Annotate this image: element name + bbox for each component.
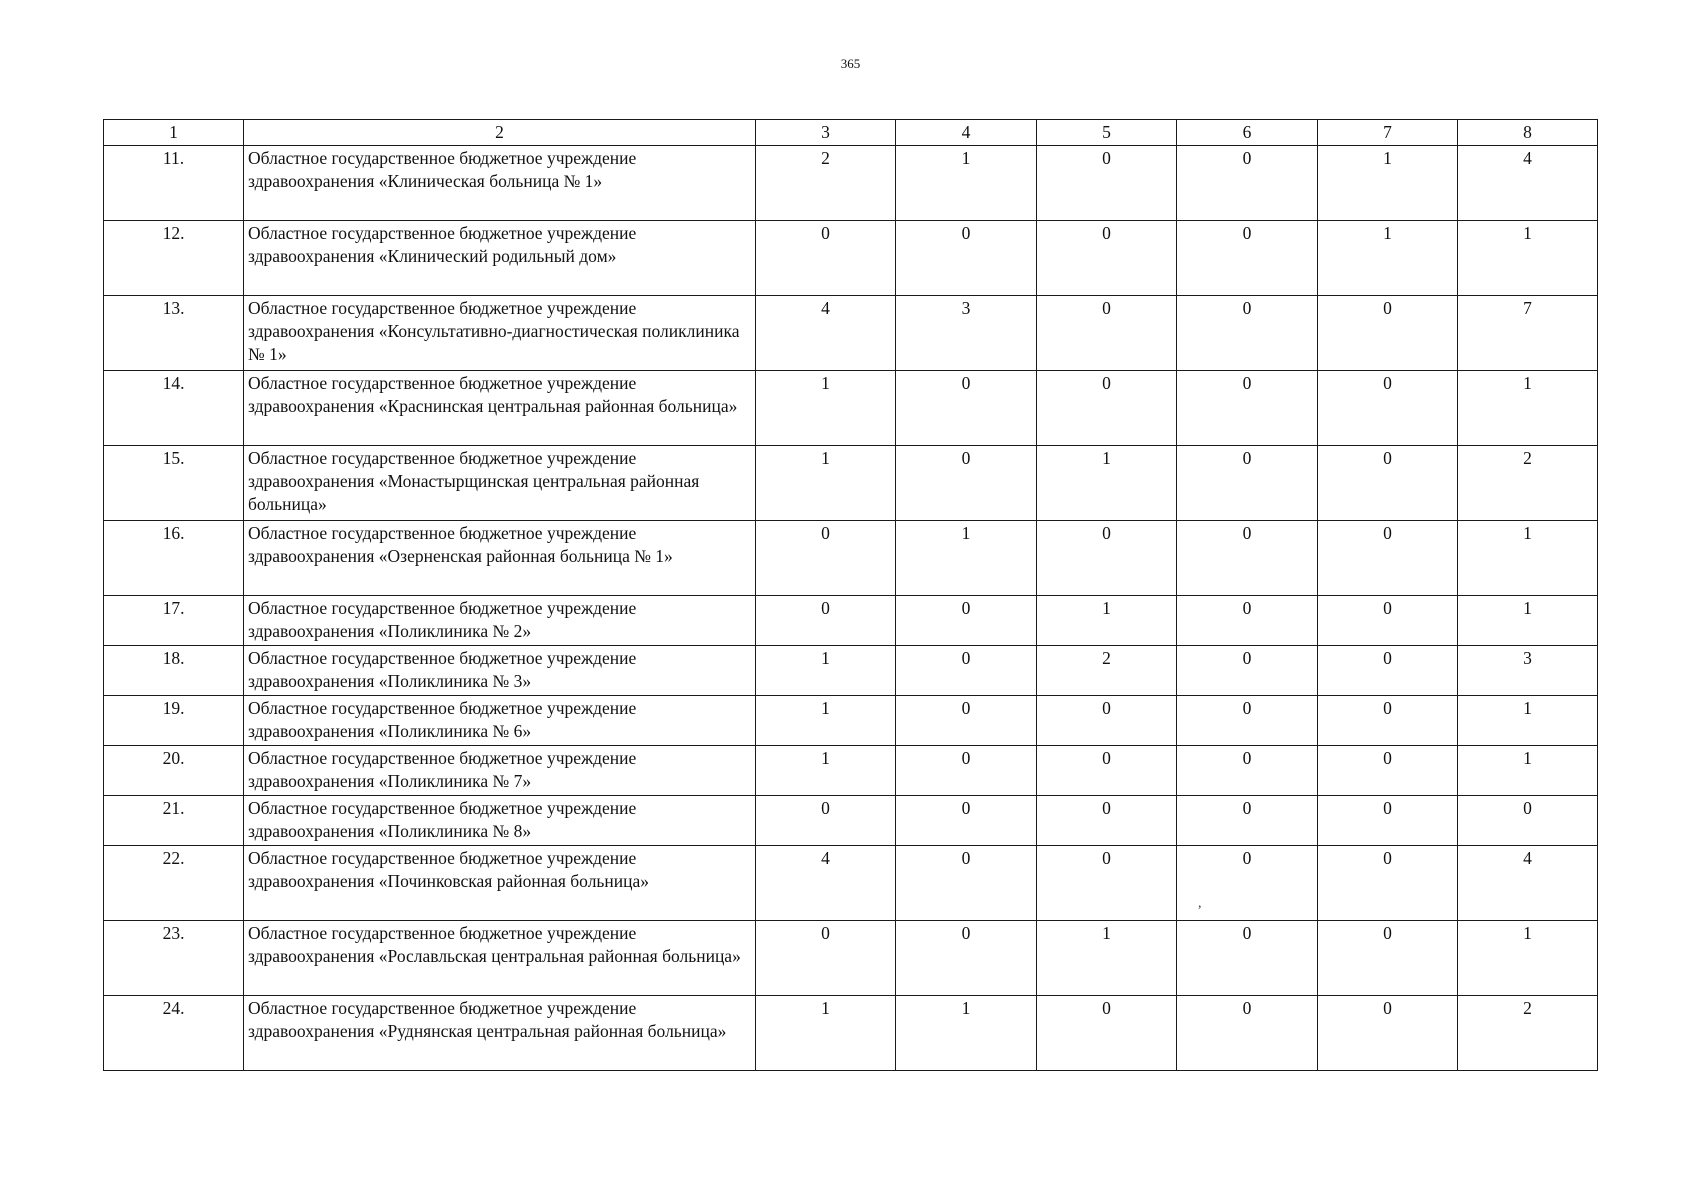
- page-number: 365: [840, 56, 861, 71]
- institution-name: Областное государственное бюджетное учреждение здравоохранения «Поликлиника № 6»: [244, 696, 756, 746]
- value-cell: 2: [1458, 446, 1598, 521]
- value-cell: 1: [1037, 446, 1177, 521]
- table-row: [104, 596, 1598, 646]
- value-cell: 0: [1177, 696, 1318, 746]
- value-cell: 0: [1177, 921, 1318, 996]
- value-cell: 0: [1177, 146, 1318, 221]
- value-cell: 0: [1177, 846, 1318, 921]
- value-cell: 2: [756, 146, 896, 221]
- value-cell: 4: [756, 846, 896, 921]
- value-cell: 1: [756, 371, 896, 446]
- value-cell: 0: [1458, 796, 1598, 846]
- value-cell: 1: [756, 646, 896, 696]
- value-cell: 0: [1318, 371, 1458, 446]
- value-cell: 0: [1318, 296, 1458, 371]
- value-cell: 1: [1458, 596, 1598, 646]
- row-index: 23.: [104, 921, 244, 996]
- value-cell: 7: [1458, 296, 1598, 371]
- value-cell: 1: [1458, 521, 1598, 596]
- value-cell: 2: [1037, 646, 1177, 696]
- table-row: [104, 746, 1598, 796]
- table-row: [104, 296, 1598, 371]
- table-row: [104, 521, 1598, 596]
- institution-name: Областное государственное бюджетное учреждение здравоохранения «Клинический родильный дом»: [244, 221, 756, 296]
- value-cell: 0: [1318, 596, 1458, 646]
- value-cell: 4: [756, 296, 896, 371]
- value-cell: 0: [896, 846, 1037, 921]
- table-row: [104, 921, 1598, 996]
- row-index: 12.: [104, 221, 244, 296]
- table-row: [104, 696, 1598, 746]
- value-cell: 0: [1037, 996, 1177, 1071]
- value-cell: 0: [1318, 521, 1458, 596]
- table-row: [104, 996, 1598, 1071]
- column-header: 3: [756, 120, 896, 146]
- value-cell: 0: [1318, 746, 1458, 796]
- value-cell: 0: [756, 796, 896, 846]
- value-cell: 0: [896, 796, 1037, 846]
- value-cell: 0: [756, 921, 896, 996]
- value-cell: 0: [1177, 796, 1318, 846]
- institution-name: Областное государственное бюджетное учреждение здравоохранения «Поликлиника № 2»: [244, 596, 756, 646]
- institution-name: Областное государственное бюджетное учреждение здравоохранения «Поликлиника № 8»: [244, 796, 756, 846]
- row-index: 20.: [104, 746, 244, 796]
- column-header: 7: [1318, 120, 1458, 146]
- value-cell: 0: [896, 221, 1037, 296]
- value-cell: 1: [1318, 146, 1458, 221]
- value-cell: 0: [1037, 146, 1177, 221]
- value-cell: 0: [756, 221, 896, 296]
- institution-name: Областное государственное бюджетное учреждение здравоохранения «Рославльская центральная районная больница»: [244, 921, 756, 996]
- column-header: 2: [244, 120, 756, 146]
- table-row: [104, 846, 1598, 921]
- value-cell: 1: [756, 446, 896, 521]
- value-cell: 0: [1037, 796, 1177, 846]
- value-cell: 4: [1458, 846, 1598, 921]
- value-cell: 0: [896, 371, 1037, 446]
- value-cell: 0: [1037, 221, 1177, 296]
- value-cell: 1: [1458, 371, 1598, 446]
- value-cell: 0: [1177, 446, 1318, 521]
- value-cell: 1: [1458, 921, 1598, 996]
- value-cell: 2: [1458, 996, 1598, 1071]
- value-cell: 0: [896, 921, 1037, 996]
- institution-name: Областное государственное бюджетное учреждение здравоохранения «Руднянская центральная районная больница»: [244, 996, 756, 1071]
- value-cell: 1: [1458, 746, 1598, 796]
- value-cell: 0: [756, 521, 896, 596]
- value-cell: 1: [1037, 921, 1177, 996]
- row-index: 15.: [104, 446, 244, 521]
- institution-name: Областное государственное бюджетное учреждение здравоохранения «Озерненская районная больница № 1»: [244, 521, 756, 596]
- row-index: 14.: [104, 371, 244, 446]
- value-cell: 1: [756, 996, 896, 1071]
- value-cell: 1: [1037, 596, 1177, 646]
- institution-name: Областное государственное бюджетное учреждение здравоохранения «Клиническая больница № 1»: [244, 146, 756, 221]
- value-cell: 0: [896, 746, 1037, 796]
- value-cell: 1: [896, 146, 1037, 221]
- value-cell: 3: [896, 296, 1037, 371]
- value-cell: 0: [1037, 696, 1177, 746]
- value-cell: 1: [896, 996, 1037, 1071]
- value-cell: 0: [1318, 796, 1458, 846]
- column-header: 5: [1037, 120, 1177, 146]
- value-cell: 0: [896, 596, 1037, 646]
- institution-name: Областное государственное бюджетное учреждение здравоохранения «Починковская районная больница»: [244, 846, 756, 921]
- table-row: [104, 221, 1598, 296]
- value-cell: 0: [1177, 996, 1318, 1071]
- value-cell: 0: [1177, 371, 1318, 446]
- column-header: 8: [1458, 120, 1598, 146]
- value-cell: 4: [1458, 146, 1598, 221]
- table-row: [104, 796, 1598, 846]
- value-cell: 1: [1318, 221, 1458, 296]
- value-cell: 0: [896, 696, 1037, 746]
- value-cell: 1: [1458, 696, 1598, 746]
- institution-name: Областное государственное бюджетное учреждение здравоохранения «Поликлиника № 7»: [244, 746, 756, 796]
- table-row: [104, 646, 1598, 696]
- column-header: 1: [104, 120, 244, 146]
- value-cell: 0: [1318, 921, 1458, 996]
- table-row: [104, 371, 1598, 446]
- row-index: 16.: [104, 521, 244, 596]
- institution-name: Областное государственное бюджетное учреждение здравоохранения «Поликлиника № 3»: [244, 646, 756, 696]
- value-cell: 1: [896, 521, 1037, 596]
- value-cell: 0: [1177, 646, 1318, 696]
- value-cell: 0: [1177, 221, 1318, 296]
- value-cell: 0: [1318, 846, 1458, 921]
- value-cell: 0: [1037, 846, 1177, 921]
- value-cell: 0: [1318, 646, 1458, 696]
- value-cell: 0: [1318, 996, 1458, 1071]
- value-cell: 0: [896, 446, 1037, 521]
- institution-name: Областное государственное бюджетное учреждение здравоохранения «Консультативно-диагностическая поликлиника № 1»: [244, 296, 756, 371]
- value-cell: 3: [1458, 646, 1598, 696]
- value-cell: 0: [1318, 696, 1458, 746]
- header-row: [104, 120, 1598, 146]
- value-cell: 0: [1318, 446, 1458, 521]
- value-cell: 0: [1177, 296, 1318, 371]
- value-cell: 0: [756, 596, 896, 646]
- scan-speck: ,: [1198, 896, 1202, 911]
- institution-name: Областное государственное бюджетное учреждение здравоохранения «Краснинская центральная районная больница»: [244, 371, 756, 446]
- row-index: 21.: [104, 796, 244, 846]
- value-cell: 1: [1458, 221, 1598, 296]
- value-cell: 0: [896, 646, 1037, 696]
- row-index: 22.: [104, 846, 244, 921]
- value-cell: 0: [1037, 746, 1177, 796]
- value-cell: 1: [756, 746, 896, 796]
- institution-name: Областное государственное бюджетное учреждение здравоохранения «Монастырщинская центральная районная больница»: [244, 446, 756, 521]
- column-header: 4: [896, 120, 1037, 146]
- row-index: 24.: [104, 996, 244, 1071]
- value-cell: 0: [1037, 521, 1177, 596]
- value-cell: 0: [1177, 596, 1318, 646]
- data-table: [103, 119, 1598, 1071]
- row-index: 17.: [104, 596, 244, 646]
- value-cell: 0: [1177, 521, 1318, 596]
- table-row: [104, 146, 1598, 221]
- value-cell: 0: [1177, 746, 1318, 796]
- row-index: 19.: [104, 696, 244, 746]
- table-row: [104, 446, 1598, 521]
- value-cell: 0: [1037, 371, 1177, 446]
- row-index: 13.: [104, 296, 244, 371]
- row-index: 18.: [104, 646, 244, 696]
- value-cell: 1: [756, 696, 896, 746]
- value-cell: 0: [1037, 296, 1177, 371]
- row-index: 11.: [104, 146, 244, 221]
- column-header: 6: [1177, 120, 1318, 146]
